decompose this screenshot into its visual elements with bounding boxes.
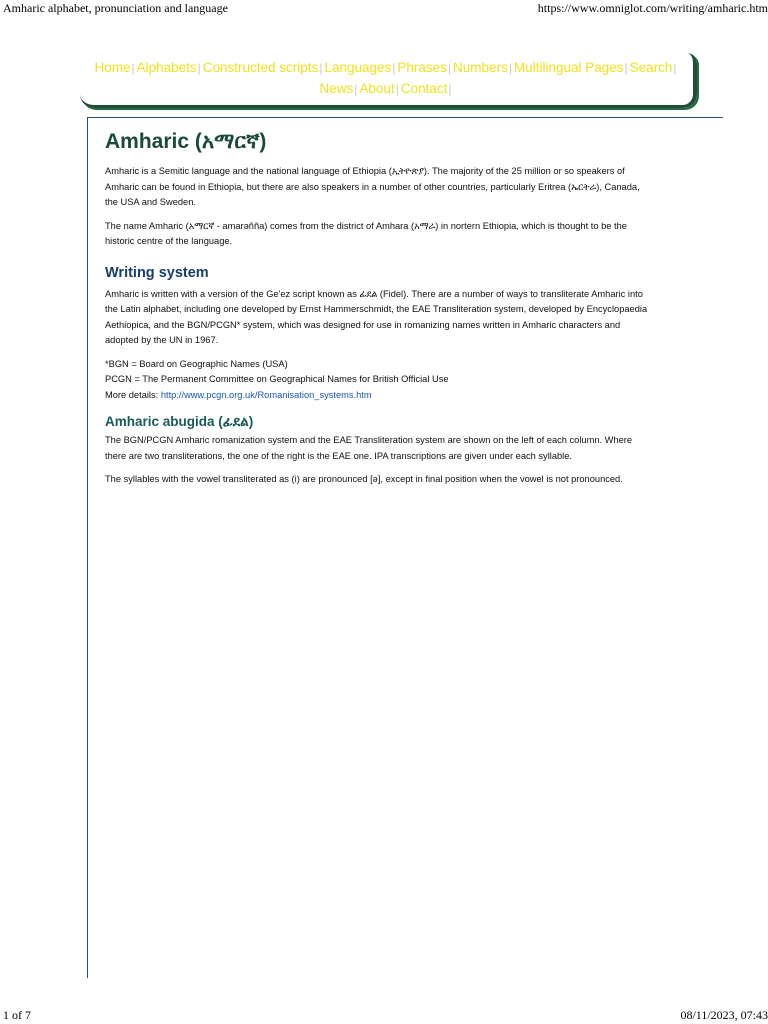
- print-datetime: 08/11/2023, 07:43: [680, 1008, 768, 1022]
- nav-contact[interactable]: Contact: [400, 81, 448, 96]
- intro-paragraph-2: The name Amharic (አማርኛ - amarəñña) comes from the district of Amhara (አማራ) in nortern Ethiopia, which is thought to be the historic centre of the language.: [105, 220, 627, 246]
- nav-alphabets[interactable]: Alphabets: [136, 60, 197, 75]
- print-footer: [3, 1008, 768, 1023]
- nav-separator: |: [447, 61, 452, 75]
- writing-system-paragraph: Amharic is written with a version of the Ge'ez script known as ፊደል (Fidel). There are a number of ways to transliterate Amharic into the Latin alphabet, including one developed by Ernst Hammerschmidt, the EAE Transliteration system, developed by Encyclopaedia Aethiopica, and the BGN/PCGN* system, which was designed for use in romanizing names written in Amharic characters and adopted by the UN in 1967.: [105, 288, 648, 345]
- nav-search[interactable]: Search: [629, 60, 673, 75]
- nav-separator: |: [624, 61, 628, 75]
- nav-separator: |: [448, 82, 452, 96]
- nav-row-1: [80, 60, 693, 75]
- print-header: [3, 1, 768, 16]
- nav-separator: |: [395, 82, 399, 96]
- intro-paragraph-1: Amharic is a Semitic language and the national language of Ethiopia (ኢትዮጵያ). The majority of the 25 million or so speakers of Amharic can be found in Ethiopia, but there are also speakers in a number of other countries, particularly Eritrea (ኤርትራ), Canada, the USA and Sweden.: [105, 166, 640, 207]
- abugida-paragraph-2: The syllables with the vowel transliterated as (i) are pronounced [ə], except in final position when the vowel is not pronounced.: [105, 474, 623, 484]
- print-url: https://www.omniglot.com/writing/amharic.htm: [537, 1, 768, 15]
- content-top-rule: [87, 117, 723, 118]
- pcgn-details-link[interactable]: http://www.pcgn.org.uk/Romanisation_systems.htm: [160, 389, 372, 400]
- nav-about[interactable]: About: [359, 81, 395, 96]
- site-navigation: [80, 53, 697, 108]
- nav-separator: |: [673, 61, 677, 75]
- abbreviations-note: [105, 357, 650, 404]
- nav-separator: |: [354, 82, 358, 96]
- print-page-number: 1 of 7: [3, 1008, 31, 1022]
- writing-system-heading: Writing system: [105, 264, 209, 281]
- content-left-rule: [87, 117, 88, 978]
- page-title: Amharic (አማርኛ): [105, 130, 267, 153]
- abugida-paragraph-1: The BGN/PCGN Amharic romanization system and the EAE Transliteration system are shown on the left of each column. Where there are two transliterations, the one of the right is the EAE one. IPA transcriptions are given under each syllable.: [105, 435, 633, 461]
- nav-news[interactable]: News: [319, 81, 354, 96]
- nav-numbers[interactable]: Numbers: [453, 60, 508, 75]
- nav-separator: |: [392, 61, 396, 75]
- nav-separator: |: [131, 61, 135, 75]
- nav-phrases[interactable]: Phrases: [397, 60, 447, 75]
- bgn-note: *BGN = Board on Geographic Names (USA): [105, 358, 288, 369]
- nav-row-2: [80, 81, 693, 96]
- more-details-label: More details:: [105, 389, 161, 400]
- nav-separator: |: [197, 61, 201, 75]
- pcgn-note: PCGN = The Permanent Committee on Geographical Names for British Official Use: [105, 374, 449, 384]
- nav-constructed-scripts[interactable]: Constructed scripts: [202, 60, 319, 75]
- nav-multilingual-pages[interactable]: Multilingual Pages: [513, 60, 624, 75]
- nav-home[interactable]: Home: [94, 60, 131, 75]
- nav-separator: |: [319, 61, 323, 75]
- print-page-title: Amharic alphabet, pronunciation and language: [3, 1, 228, 15]
- nav-separator: |: [508, 61, 512, 75]
- main-content: [105, 128, 650, 496]
- abugida-heading: Amharic abugida (ፊደል): [105, 414, 254, 429]
- nav-languages[interactable]: Languages: [324, 60, 392, 75]
